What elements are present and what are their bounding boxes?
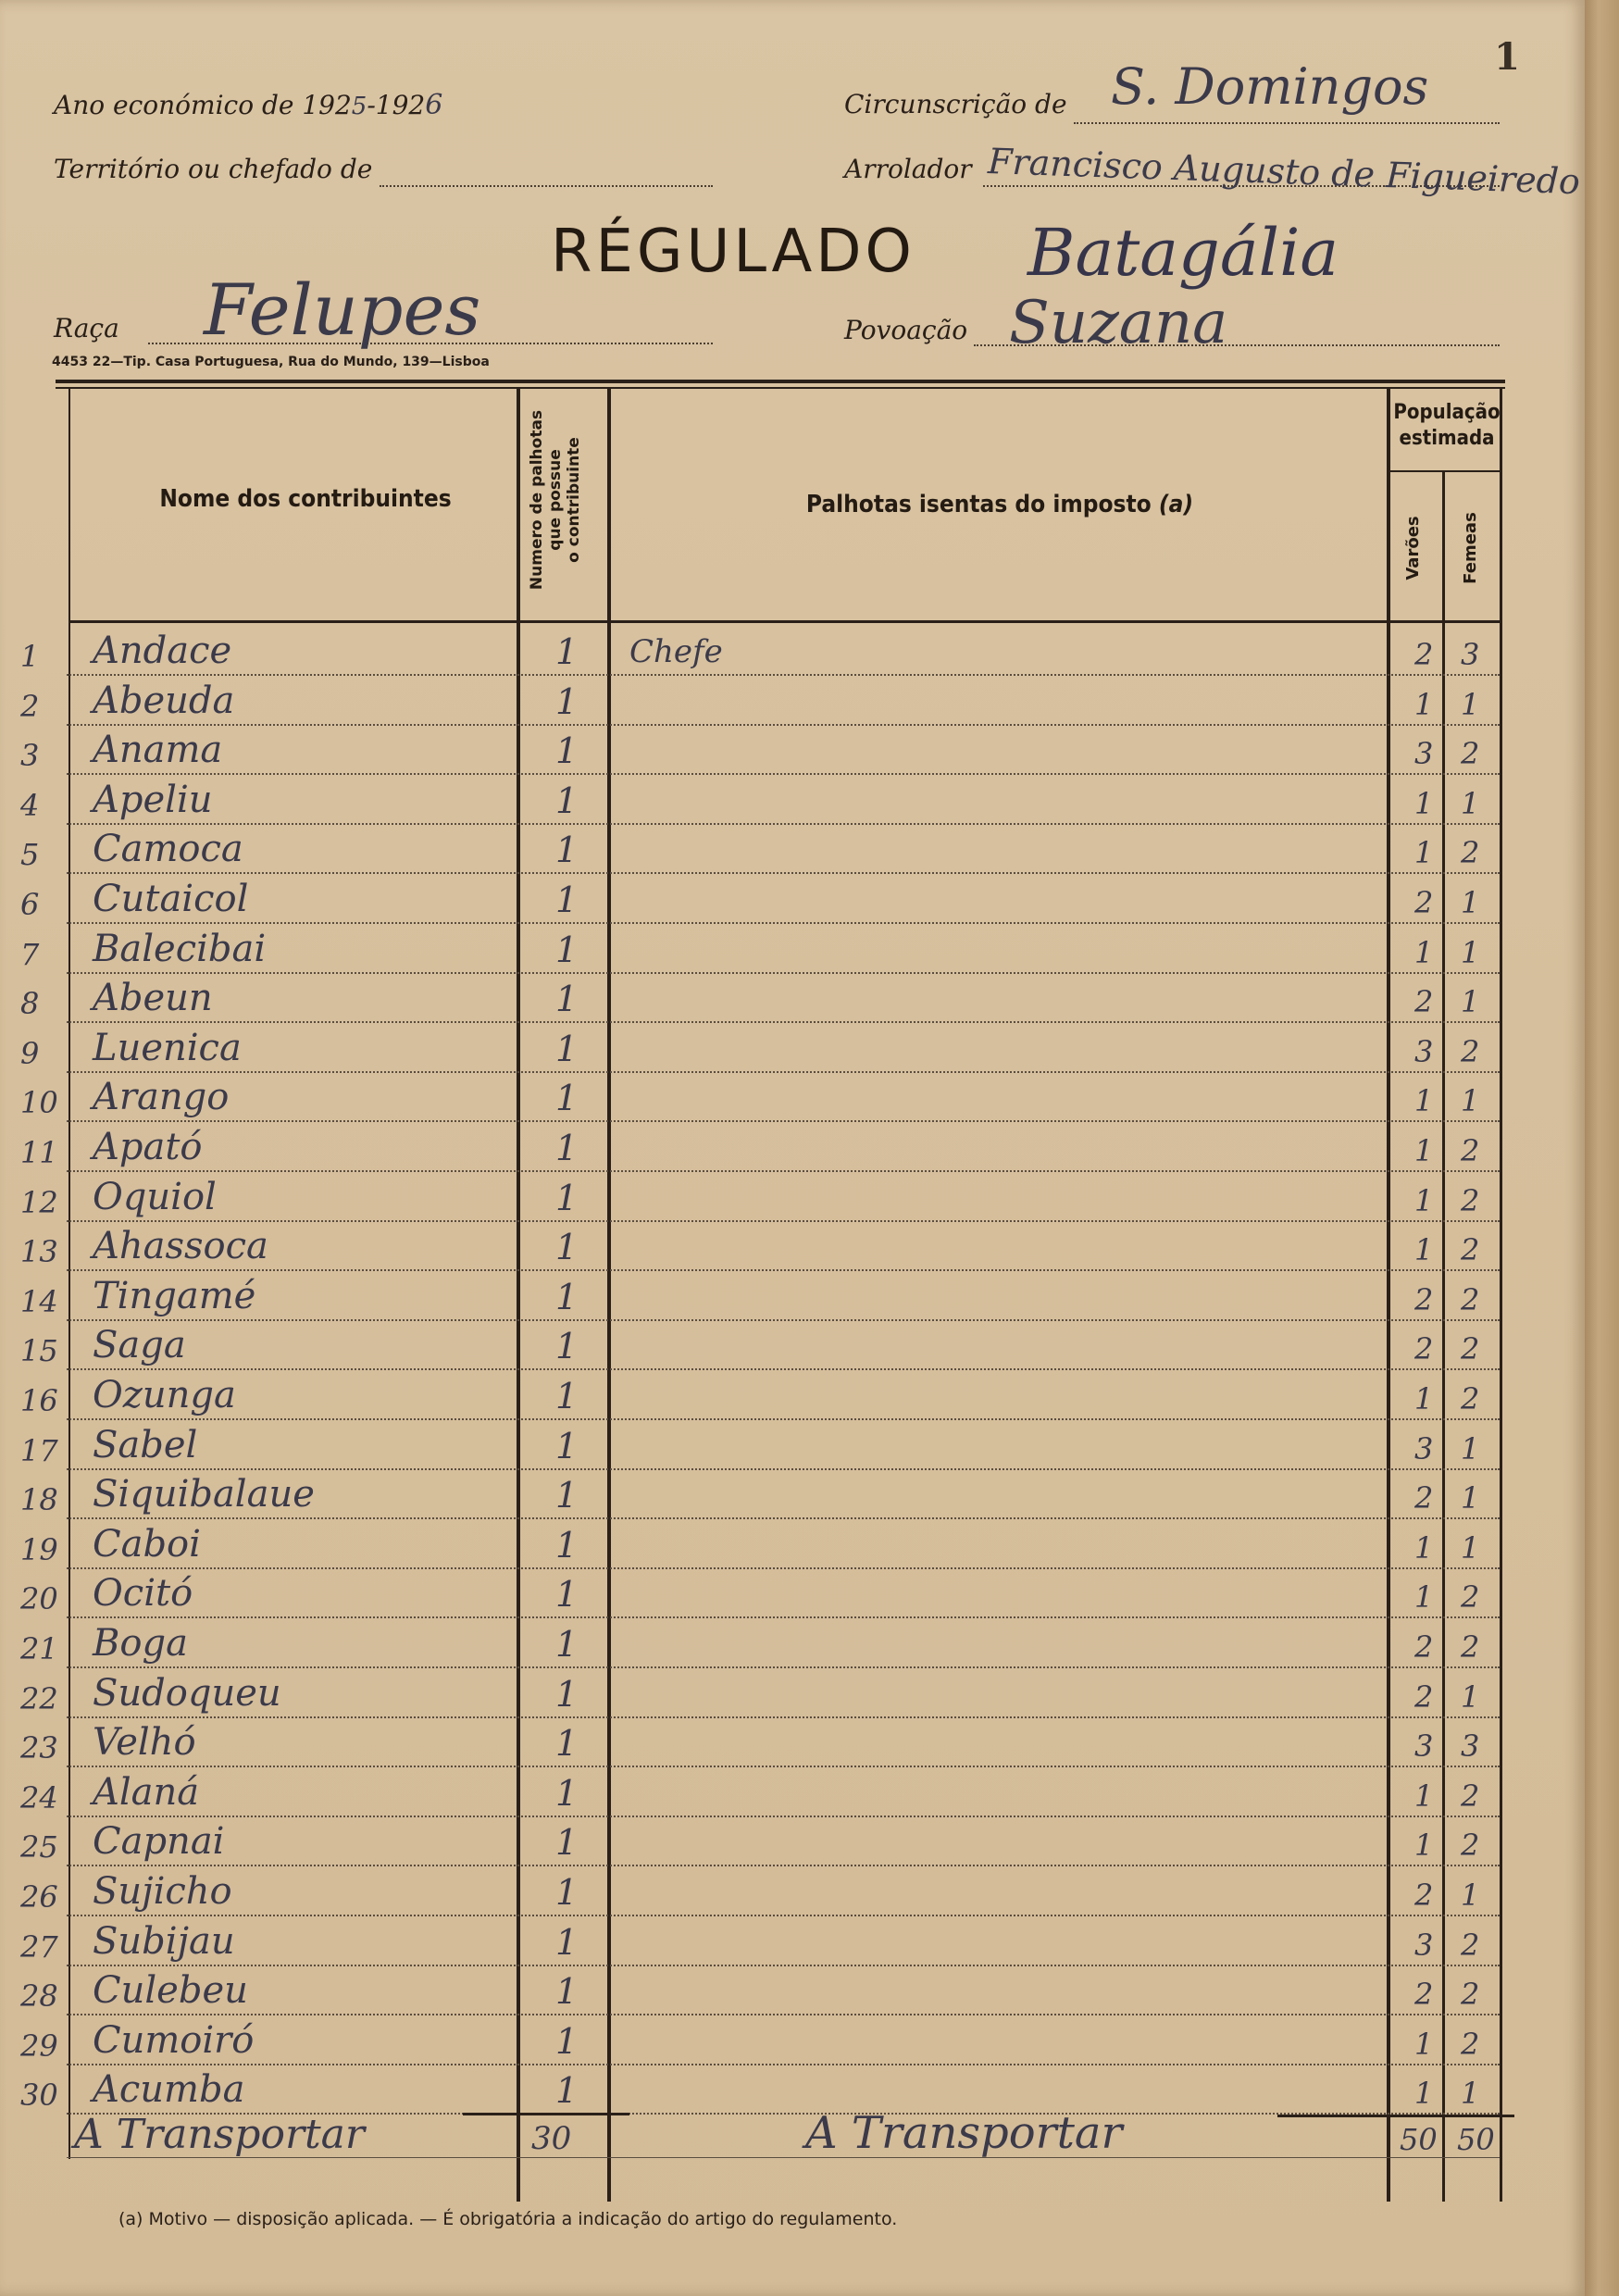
row-number: 5 <box>20 837 40 873</box>
row-number: 19 <box>20 1531 58 1567</box>
varoes-count: 2 <box>1414 984 1434 1020</box>
ano-end: 6 <box>425 89 443 121</box>
pop-total-rule <box>1277 2115 1514 2117</box>
row-line <box>67 1220 1500 1222</box>
row-number: 7 <box>20 936 40 972</box>
col-divider-name <box>517 387 520 2202</box>
contributor-name: Arango <box>93 1076 230 1119</box>
row-number: 24 <box>20 1779 58 1816</box>
varoes-count: 2 <box>1414 885 1434 920</box>
row-line <box>67 1170 1500 1172</box>
contributor-name: Apató <box>93 1126 203 1168</box>
contributor-name: Culebeu <box>93 1969 248 2013</box>
totals-varoes: 50 <box>1400 2122 1438 2157</box>
hut-count: 1 <box>555 1971 579 2013</box>
contributor-name: Sudoqueu <box>93 1671 281 1715</box>
ano-start: 5 <box>351 93 367 120</box>
totals-femeas: 50 <box>1457 2122 1495 2157</box>
col-divider-exempt <box>1387 387 1390 2202</box>
row-number: 20 <box>20 1581 58 1617</box>
varoes-count: 1 <box>1414 1778 1434 1814</box>
row-number: 3 <box>20 738 40 774</box>
contributor-name: Sabel <box>93 1423 198 1466</box>
row-number: 17 <box>20 1432 58 1468</box>
femeas-count: 1 <box>1461 1878 1480 1913</box>
varoes-count: 2 <box>1414 1331 1434 1367</box>
col-head-isentas-text: Palhotas isentas do imposto <box>805 491 1152 518</box>
varoes-count: 2 <box>1414 1678 1434 1715</box>
row-number: 1 <box>20 639 40 674</box>
hut-count: 1 <box>555 730 579 772</box>
contributor-name: Cumoiró <box>93 2018 255 2062</box>
row-number: 13 <box>20 1234 58 1270</box>
row-line <box>67 922 1500 924</box>
footnote: (a) Motivo — disposição aplicada. — É obrigatória a indicação do artigo do regulamento. <box>118 2209 898 2229</box>
circunscricao-value: S. Domingos <box>1111 57 1429 116</box>
hut-count: 1 <box>555 631 579 672</box>
row-number: 10 <box>20 1085 58 1121</box>
varoes-count: 2 <box>1414 1977 1434 2013</box>
totals-label-left: A Transportar <box>74 2111 365 2158</box>
femeas-count: 1 <box>1461 984 1480 1020</box>
femeas-count: 2 <box>1461 1381 1480 1416</box>
row-line <box>67 1468 1500 1470</box>
povoacao-label: Povoação <box>844 315 968 345</box>
header-bottom-rule <box>68 620 1501 623</box>
femeas-count: 3 <box>1461 637 1480 672</box>
varoes-count: 3 <box>1414 1430 1434 1466</box>
femeas-count: 1 <box>1461 1529 1480 1566</box>
femeas-count: 2 <box>1461 1331 1480 1367</box>
hut-count: 1 <box>555 1028 579 1069</box>
contributor-name: Balecibai <box>93 927 267 970</box>
contributor-name: Abeuda <box>93 679 235 722</box>
row-line <box>67 1269 1500 1271</box>
count-total-rule <box>463 2113 629 2115</box>
col-head-numero-3: o contribuinte <box>565 437 583 563</box>
varoes-count: 1 <box>1414 2076 1434 2112</box>
contributor-name: Tingamé <box>93 1274 256 1317</box>
contributor-name: Acumba <box>93 2068 245 2112</box>
hut-count: 1 <box>555 880 579 920</box>
contributor-name: Oquiol <box>93 1175 217 1218</box>
row-number: 25 <box>20 1829 58 1866</box>
hut-count: 1 <box>555 1574 579 1616</box>
row-line <box>67 1616 1500 1618</box>
col-divider-count <box>607 387 611 2202</box>
col-head-numero-1: Numero de palhotas <box>528 409 546 591</box>
povoacao-value: Suzana <box>1009 289 1228 357</box>
varoes-count: 2 <box>1414 1629 1434 1665</box>
contributor-name: Ocitó <box>93 1572 193 1616</box>
femeas-count: 1 <box>1461 1430 1480 1466</box>
hut-count: 1 <box>555 1921 579 1963</box>
row-number: 30 <box>20 2078 58 2114</box>
totals-label-middle: A Transportar <box>805 2107 1123 2159</box>
hut-count: 1 <box>555 1078 579 1119</box>
col-head-isentas-note: (a) <box>1158 491 1194 518</box>
circunscricao-label: Circunscrição de <box>844 89 1067 119</box>
territorio-dots <box>380 185 713 187</box>
row-number: 15 <box>20 1333 58 1369</box>
varoes-count: 2 <box>1414 1878 1434 1913</box>
row-number: 16 <box>20 1383 58 1418</box>
contributor-name: Andace <box>93 630 232 672</box>
row-number: 11 <box>20 1135 58 1170</box>
varoes-count: 1 <box>1414 686 1434 722</box>
femeas-count: 2 <box>1461 1629 1480 1665</box>
hut-count: 1 <box>555 1475 579 1516</box>
femeas-count: 1 <box>1461 1480 1480 1516</box>
contributor-name: Cutaicol <box>93 878 249 920</box>
row-number: 4 <box>20 787 40 823</box>
femeas-count: 2 <box>1461 1927 1480 1963</box>
varoes-count: 1 <box>1414 1133 1434 1168</box>
hut-count: 1 <box>555 1772 579 1814</box>
col-head-populacao-2: estimada <box>1399 427 1495 450</box>
populacao-underline <box>1390 470 1501 472</box>
varoes-count: 1 <box>1414 1083 1434 1119</box>
col-divider-varoes <box>1442 470 1445 2202</box>
varoes-count: 1 <box>1414 1529 1434 1566</box>
varoes-count: 1 <box>1414 785 1434 821</box>
hut-count: 1 <box>555 1723 579 1765</box>
femeas-count: 2 <box>1461 736 1480 772</box>
femeas-count: 2 <box>1461 1778 1480 1814</box>
hut-count: 1 <box>555 1128 579 1168</box>
femeas-count: 2 <box>1461 1033 1480 1069</box>
row-line <box>67 1965 1500 1966</box>
row-line <box>67 773 1500 775</box>
contributor-name: Alaná <box>93 1770 200 1814</box>
femeas-count: 2 <box>1461 835 1480 871</box>
row-line <box>67 1766 1500 1767</box>
row-line <box>67 2014 1500 2015</box>
row-number: 14 <box>20 1283 58 1319</box>
femeas-count: 2 <box>1461 1977 1480 2013</box>
printer-imprint: 4453 22—Tip. Casa Portuguesa, Rua do Mundo, 139—Lisboa <box>52 355 490 369</box>
contributor-name: Abeun <box>93 977 213 1020</box>
femeas-count: 2 <box>1461 1182 1480 1218</box>
femeas-count: 2 <box>1461 1281 1480 1317</box>
row-line <box>67 1418 1500 1420</box>
arrolador-label: Arrolador <box>844 154 972 184</box>
col-head-numero-2: que possue <box>546 449 565 551</box>
contributor-name: Camoca <box>93 828 243 871</box>
ano-label-text: Ano económico de 192 <box>54 90 352 120</box>
regulado-value: Batagália <box>1027 215 1339 291</box>
row-number: 27 <box>20 1928 58 1965</box>
row-line <box>67 724 1500 726</box>
hut-count: 1 <box>555 830 579 871</box>
row-number: 6 <box>20 887 40 922</box>
row-number: 26 <box>20 1879 58 1915</box>
row-line <box>67 1666 1500 1668</box>
col-head-isentas <box>648 491 1351 518</box>
hut-count: 1 <box>555 1276 579 1317</box>
varoes-count: 1 <box>1414 1381 1434 1416</box>
varoes-count: 2 <box>1414 1480 1434 1516</box>
contributor-name: Boga <box>93 1622 188 1665</box>
varoes-count: 2 <box>1414 637 1434 672</box>
col-divider-right <box>1500 387 1502 2202</box>
varoes-count: 3 <box>1414 1927 1434 1963</box>
contributor-name: Ahassoca <box>93 1225 268 1268</box>
row-line <box>67 872 1500 874</box>
varoes-count: 1 <box>1414 1579 1434 1616</box>
varoes-count: 2 <box>1414 1281 1434 1317</box>
page-number: 1 <box>1494 35 1520 79</box>
row-number: 29 <box>20 2028 58 2064</box>
page-edge <box>1585 0 1619 2296</box>
row-line <box>67 2064 1500 2065</box>
hut-count: 1 <box>555 979 579 1020</box>
row-line <box>67 972 1500 974</box>
row-line <box>67 1021 1500 1023</box>
femeas-count: 2 <box>1461 1579 1480 1616</box>
row-line <box>67 674 1500 676</box>
varoes-count: 1 <box>1414 1182 1434 1218</box>
contributor-name: Capnai <box>93 1820 225 1864</box>
col-head-nome: Nome dos contribuintes <box>159 485 452 513</box>
varoes-count: 1 <box>1414 1232 1434 1268</box>
contributor-name: Anama <box>93 729 223 772</box>
varoes-count: 3 <box>1414 736 1434 772</box>
row-number: 12 <box>20 1184 58 1220</box>
row-line <box>67 1567 1500 1569</box>
contributor-name: Apeliu <box>93 778 213 821</box>
hut-count: 1 <box>555 1177 579 1218</box>
varoes-count: 3 <box>1414 1728 1434 1765</box>
territorio-label: Território ou chefado de <box>54 154 373 184</box>
row-line <box>67 1120 1500 1122</box>
row-line <box>67 1716 1500 1718</box>
row-line <box>67 1319 1500 1321</box>
hut-count: 1 <box>555 1822 579 1864</box>
row-line <box>67 823 1500 825</box>
hut-count: 1 <box>555 1425 579 1466</box>
row-line <box>67 1865 1500 1866</box>
femeas-count: 2 <box>1461 2026 1480 2062</box>
varoes-count: 1 <box>1414 835 1434 871</box>
hut-count: 1 <box>555 929 579 970</box>
ano-label <box>54 89 442 121</box>
col-head-populacao <box>1392 400 1501 452</box>
totals-count: 30 <box>531 2120 572 2157</box>
contributor-name: Saga <box>93 1324 186 1367</box>
exempt-reason: Chefe <box>629 633 723 670</box>
femeas-count: 1 <box>1461 2076 1480 2112</box>
row-number: 23 <box>20 1730 58 1766</box>
row-line <box>67 1915 1500 1916</box>
contributor-name: Ozunga <box>93 1374 236 1416</box>
col-head-populacao-1: População <box>1393 401 1501 424</box>
row-number: 22 <box>20 1680 58 1716</box>
contributor-name: Siquibalaue <box>93 1473 315 1516</box>
raca-label: Raça <box>54 313 119 343</box>
contributor-name: Luenica <box>93 1026 242 1069</box>
femeas-count: 2 <box>1461 1232 1480 1268</box>
table-top-rule-2 <box>56 387 1505 389</box>
femeas-count: 1 <box>1461 785 1480 821</box>
hut-count: 1 <box>555 1326 579 1367</box>
page-title: RÉGULADO <box>551 218 915 286</box>
femeas-count: 1 <box>1461 885 1480 920</box>
raca-value: Felupes <box>204 268 481 351</box>
contributor-name: Caboi <box>93 1522 201 1566</box>
col-head-numero <box>528 398 583 602</box>
hut-count: 1 <box>555 1227 579 1268</box>
hut-count: 1 <box>555 2070 579 2112</box>
varoes-count: 1 <box>1414 934 1434 970</box>
hut-count: 1 <box>555 680 579 722</box>
varoes-count: 1 <box>1414 2026 1434 2062</box>
arrolador-value: Francisco Augusto de Figueiredo <box>987 141 1581 203</box>
row-line <box>67 1071 1500 1073</box>
row-number: 8 <box>20 986 40 1022</box>
hut-count: 1 <box>555 1376 579 1416</box>
circunscricao-dots <box>1074 122 1500 124</box>
row-number: 9 <box>20 1035 40 1071</box>
col-head-varoes: Varões <box>1403 516 1423 580</box>
row-line <box>67 1816 1500 1817</box>
hut-count: 1 <box>555 1524 579 1566</box>
row-number: 28 <box>20 1978 58 2015</box>
femeas-count: 1 <box>1461 934 1480 970</box>
table-top-rule <box>56 380 1505 383</box>
ano-sep: -192 <box>367 90 426 120</box>
hut-count: 1 <box>555 2020 579 2062</box>
row-line <box>67 1517 1500 1519</box>
row-number: 18 <box>20 1482 58 1518</box>
hut-count: 1 <box>555 780 579 821</box>
femeas-count: 1 <box>1461 1678 1480 1715</box>
hut-count: 1 <box>555 1673 579 1715</box>
femeas-count: 3 <box>1461 1728 1480 1765</box>
hut-count: 1 <box>555 1872 579 1913</box>
varoes-count: 3 <box>1414 1033 1434 1069</box>
row-number: 2 <box>20 688 40 724</box>
left-margin-rule <box>68 389 70 2159</box>
row-line <box>67 1368 1500 1370</box>
femeas-count: 2 <box>1461 1828 1480 1864</box>
col-head-femeas: Femeas <box>1461 512 1480 584</box>
row-number: 21 <box>20 1631 58 1666</box>
contributor-name: Velhó <box>93 1721 196 1765</box>
hut-count: 1 <box>555 1624 579 1665</box>
femeas-count: 1 <box>1461 686 1480 722</box>
femeas-count: 1 <box>1461 1083 1480 1119</box>
femeas-count: 2 <box>1461 1133 1480 1168</box>
contributor-name: Subijau <box>93 1919 235 1963</box>
contributor-name: Sujicho <box>93 1870 232 1913</box>
varoes-count: 1 <box>1414 1828 1434 1864</box>
